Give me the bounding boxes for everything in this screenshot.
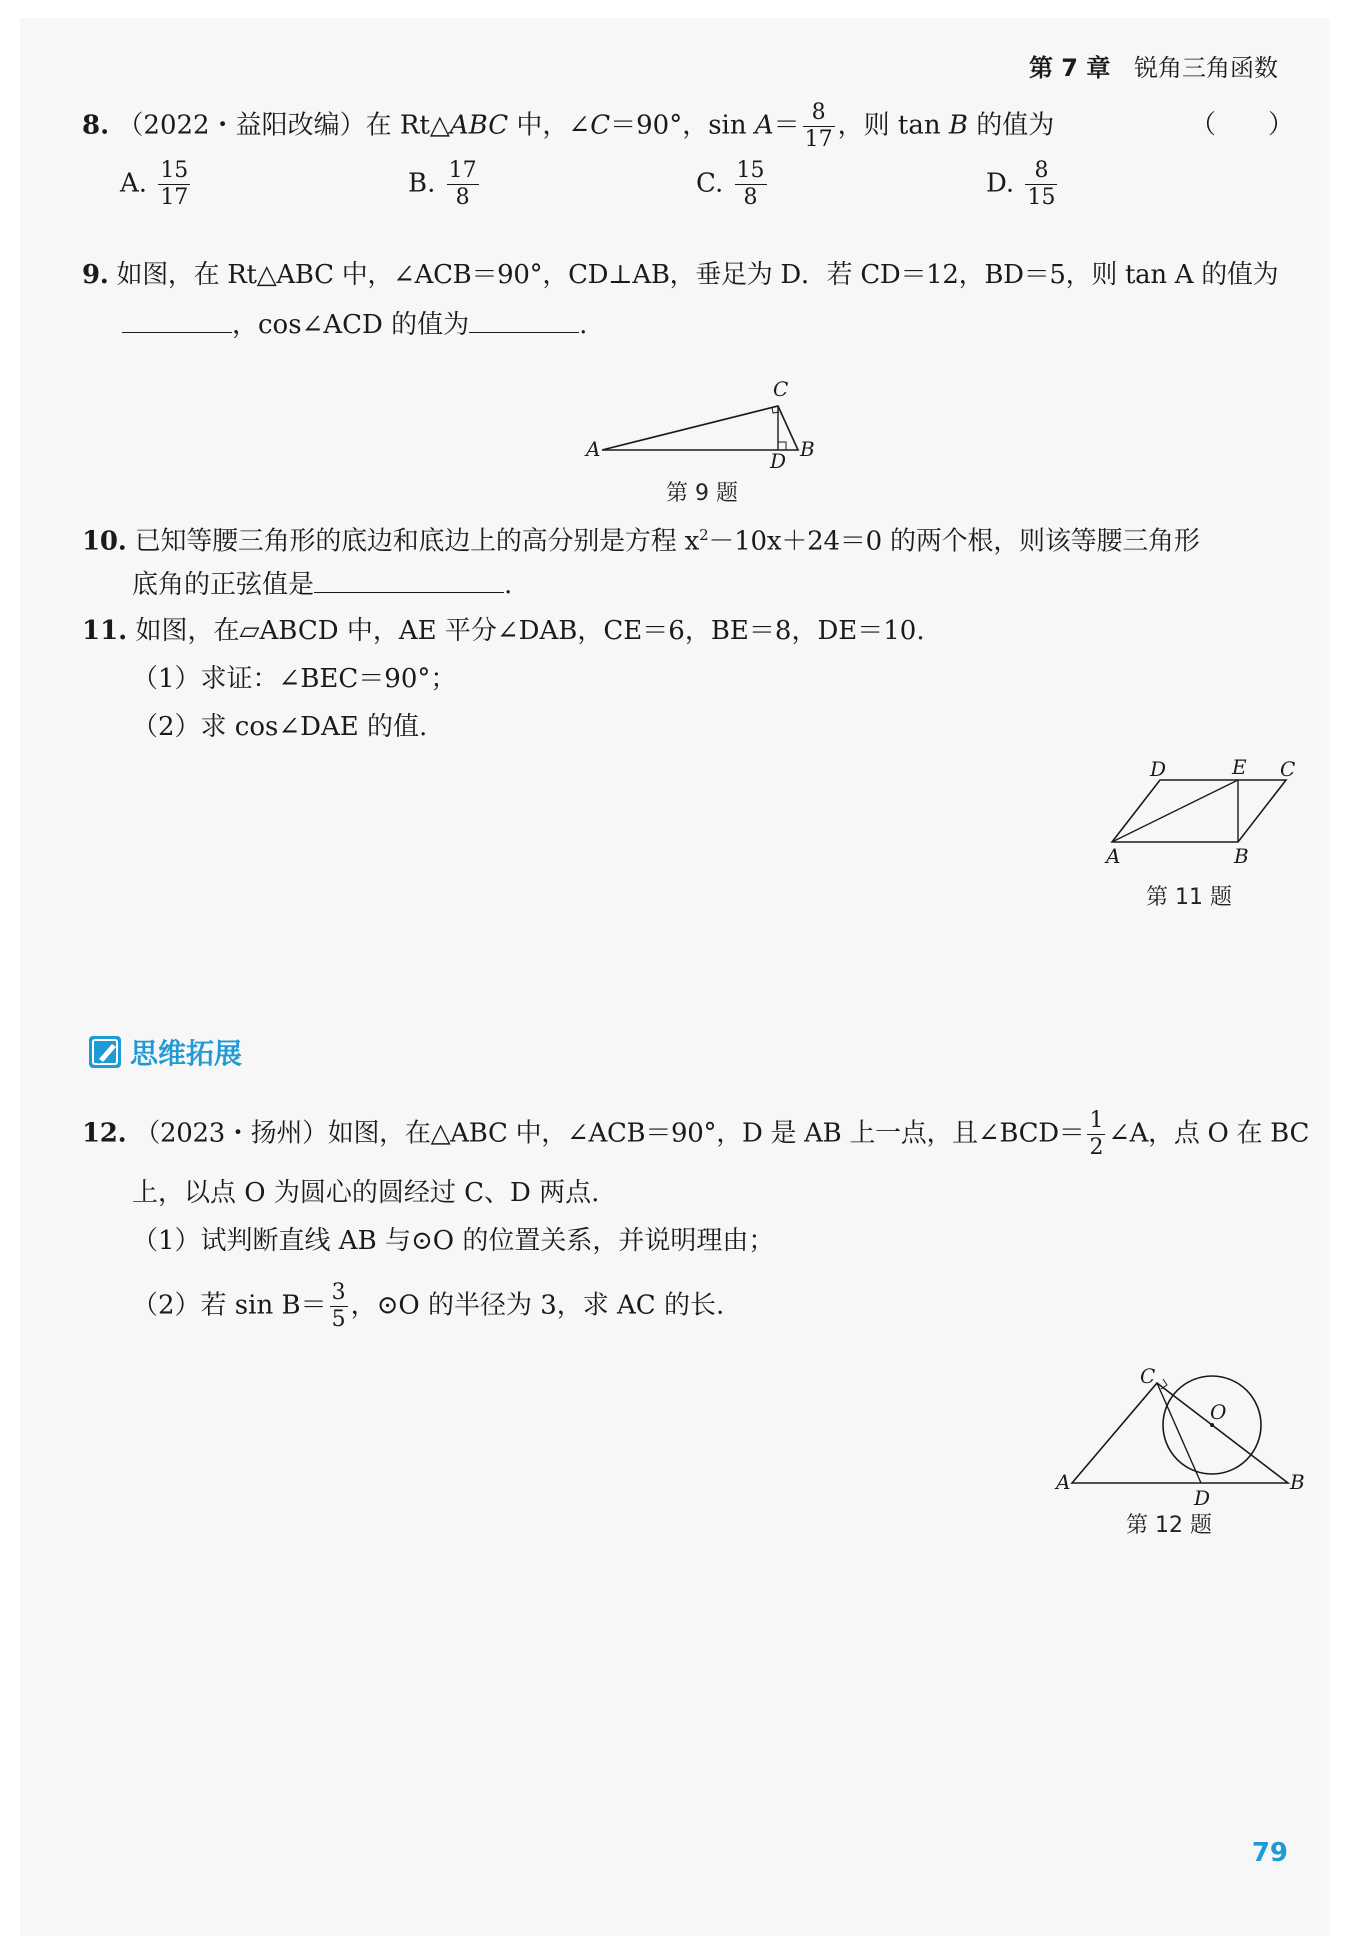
label-b: B — [800, 437, 815, 461]
frac-den: 8 — [743, 185, 758, 210]
figure-q11-parallelogram — [1080, 755, 1320, 868]
q9-text-2: ，cos∠ACD 的值为 — [232, 310, 470, 340]
q12-sub-2-fraction — [330, 1280, 348, 1333]
q10-text-2: －10x＋24＝0 的两个根，则该等腰三角形 — [708, 526, 1200, 557]
option-fraction — [1025, 158, 1057, 211]
label-b: B — [1234, 844, 1249, 868]
frac-num: 15 — [160, 158, 189, 183]
frac-num: 15 — [736, 158, 765, 183]
q10-text-3: 底角的正弦值是 — [132, 570, 315, 600]
workbook-page — [20, 18, 1330, 1936]
q8-c: C — [590, 110, 611, 141]
option-fraction — [447, 158, 479, 211]
option-b[interactable] — [408, 158, 482, 211]
figure-caption: 第 9 题 — [666, 481, 738, 506]
q12-sub-2-text-2: ，⊙O 的半径为 3，求 AC 的长. — [350, 1290, 725, 1321]
segment-ae — [1112, 780, 1238, 842]
frac-num: 3 — [331, 1280, 346, 1305]
chapter-title: 锐角三角函数 — [1134, 54, 1278, 82]
q12-text: （2023・扬州）如图，在△ABC 中，∠ACB＝90°，D 是 AB 上一点，且∠BCD＝ — [134, 1118, 1085, 1149]
frac-den: 5 — [331, 1307, 346, 1332]
label-a: A — [1056, 1470, 1071, 1494]
option-label: D. — [986, 168, 1015, 199]
label-c: C — [1140, 1364, 1156, 1388]
figure-q12-circle — [1040, 1353, 1320, 1510]
q8-eq: ＝ — [773, 110, 800, 141]
q12-sub-1: （1）试判断直线 AB 与⊙O 的位置关系，并说明理由； — [132, 1226, 775, 1256]
answer-blank[interactable] — [469, 306, 579, 333]
parallelogram-abcd — [1112, 780, 1286, 842]
frac-num: 8 — [803, 100, 835, 127]
q11-sub-1: （1）求证：∠BEC＝90°； — [132, 664, 457, 694]
option-label: B. — [408, 168, 436, 199]
option-d[interactable] — [986, 158, 1060, 211]
q8-text-4: ，则 tan — [837, 110, 949, 141]
answer-blank[interactable] — [122, 306, 232, 333]
section-title: 思维拓展 — [130, 1037, 243, 1070]
label-o: O — [1210, 1400, 1227, 1424]
chapter-number: 第 7 章 — [1028, 54, 1111, 82]
q8-text-2: 中，∠ — [508, 110, 591, 141]
frac-num: 1 — [1089, 1108, 1104, 1133]
q12-fraction — [1087, 1108, 1105, 1161]
q10-text: 已知等腰三角形的底边和底边上的高分别是方程 x — [134, 526, 700, 557]
option-c[interactable] — [696, 158, 770, 211]
q9-line-2 — [122, 306, 587, 342]
q10-line-2 — [132, 566, 512, 602]
q8-abc: ABC — [449, 110, 509, 141]
question-number: 10. — [82, 526, 127, 557]
label-e: E — [1232, 755, 1247, 779]
figure-caption: 第 12 题 — [1126, 1513, 1212, 1538]
label-a: A — [1106, 844, 1121, 868]
page-header — [1029, 48, 1278, 83]
question-8 — [82, 100, 1054, 153]
label-d: D — [1150, 757, 1167, 781]
question-number: 8. — [82, 110, 110, 141]
frac-den: 17 — [160, 185, 189, 210]
label-d: D — [1194, 1486, 1211, 1510]
label-b: B — [1290, 1470, 1305, 1494]
question-9 — [82, 258, 1278, 292]
section-heading — [88, 1032, 242, 1072]
q12-sub-2-text: （2）若 sin B＝ — [132, 1290, 327, 1321]
pencil-icon — [88, 1034, 124, 1070]
frac-den: 8 — [455, 185, 470, 210]
frac-num: 8 — [1025, 158, 1057, 185]
q12-text-2: ∠A，点 O 在 BC — [1108, 1118, 1310, 1149]
q9-period: . — [579, 310, 588, 340]
q11-sub-2: （2）求 cos∠DAE 的值. — [132, 712, 428, 742]
q8-b: B — [948, 110, 969, 141]
frac-den: 17 — [804, 127, 833, 152]
frac-den: 15 — [1027, 185, 1056, 210]
q12-sub-2 — [132, 1280, 724, 1333]
option-fraction — [158, 158, 190, 211]
option-a[interactable] — [120, 158, 193, 211]
triangle-abc — [602, 406, 798, 450]
figure-caption: 第 11 题 — [1146, 885, 1232, 910]
answer-blank[interactable] — [314, 566, 504, 593]
q8-text: （2022・益阳改编）在 Rt△ — [117, 110, 450, 141]
figure-q9-triangle — [580, 366, 850, 473]
triangle-abc — [1072, 1383, 1288, 1483]
frac-den: 2 — [1089, 1135, 1104, 1160]
label-a: A — [586, 437, 601, 461]
page-number: 79 — [1251, 1838, 1288, 1868]
answer-parentheses: （ ） — [1190, 110, 1295, 140]
question-10 — [82, 518, 1200, 559]
q10-superscript: 2 — [699, 526, 709, 544]
option-label: C. — [696, 168, 724, 199]
q8-text-3: ＝90°，sin — [610, 110, 755, 141]
label-c: C — [773, 377, 789, 401]
question-12 — [82, 1108, 1309, 1161]
question-number: 9. — [82, 260, 109, 290]
label-c: C — [1280, 757, 1296, 781]
q8-fraction — [803, 100, 835, 153]
question-number: 11. — [82, 616, 128, 646]
q8-text-5: 的值为 — [968, 110, 1055, 141]
q10-period: . — [504, 570, 513, 600]
q8-a: A — [754, 110, 774, 141]
q9-text: 如图，在 Rt△ABC 中，∠ACB＝90°，CD⊥AB，垂足为 D．若 CD＝12，BD＝5，则 tan A 的值为 — [116, 260, 1279, 290]
question-number: 12. — [82, 1118, 127, 1149]
frac-num: 17 — [448, 158, 477, 183]
option-fraction — [735, 158, 767, 211]
option-label: A. — [120, 168, 148, 199]
q12-line-2: 上，以点 O 为圆心的圆经过 C、D 两点. — [132, 1178, 600, 1208]
q11-text: 如图，在▱ABCD 中，AE 平分∠DAB，CE＝6，BE＝8，DE＝10. — [135, 616, 925, 646]
question-11 — [82, 614, 925, 648]
label-d: D — [770, 449, 787, 473]
